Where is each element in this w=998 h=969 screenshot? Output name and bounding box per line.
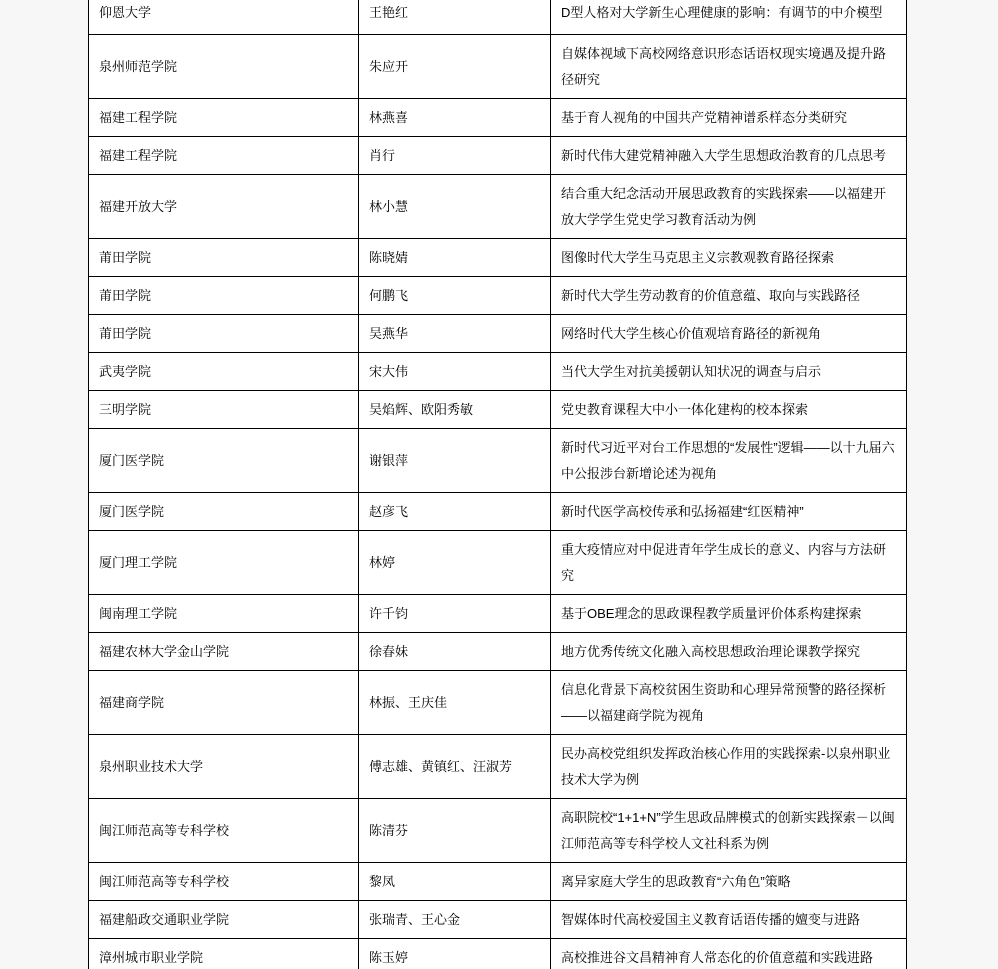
project-title-cell: 基于OBE理念的思政课程教学质量评价体系构建探索 (551, 595, 907, 633)
project-title-cell: 新时代医学高校传承和弘扬福建“红医精神” (551, 493, 907, 531)
authors-cell: 傅志雄、黄镇红、汪淑芳 (359, 735, 551, 799)
project-title-cell: 高职院校“1+1+N”学生思政品牌模式的创新实践探索－以闽江师范高等专科学校人文社科系为例 (551, 799, 907, 863)
table-row (89, 391, 907, 429)
institution-cell: 福建开放大学 (89, 175, 359, 239)
project-title-cell: 新时代伟大建党精神融入大学生思想政治教育的几点思考 (551, 137, 907, 175)
authors-cell: 王艳红 (359, 0, 551, 35)
institution-cell: 闽江师范高等专科学校 (89, 799, 359, 863)
project-title-cell: 信息化背景下高校贫困生资助和心理异常预警的路径探析——以福建商学院为视角 (551, 671, 907, 735)
table-row (89, 315, 907, 353)
project-title-cell: 民办高校党组织发挥政治核心作用的实践探索-以泉州职业技术大学为例 (551, 735, 907, 799)
institution-cell: 三明学院 (89, 391, 359, 429)
table-row (89, 35, 907, 99)
results-table (88, 0, 907, 969)
project-title-cell: 智媒体时代高校爱国主义教育话语传播的嬗变与进路 (551, 901, 907, 939)
institution-cell: 泉州师范学院 (89, 35, 359, 99)
table-row (89, 137, 907, 175)
project-title-cell: 重大疫情应对中促进青年学生成长的意义、内容与方法研究 (551, 531, 907, 595)
table-row (89, 493, 907, 531)
institution-cell: 福建工程学院 (89, 99, 359, 137)
authors-cell: 林婷 (359, 531, 551, 595)
institution-cell: 武夷学院 (89, 353, 359, 391)
table-row (89, 99, 907, 137)
project-title-cell: 结合重大纪念活动开展思政教育的实践探索——以福建开放大学学生党史学习教育活动为例 (551, 175, 907, 239)
authors-cell: 肖行 (359, 137, 551, 175)
institution-cell: 闽江师范高等专科学校 (89, 863, 359, 901)
table-row (89, 939, 907, 969)
authors-cell: 张瑞青、王心金 (359, 901, 551, 939)
institution-cell: 莆田学院 (89, 315, 359, 353)
project-title-cell: 自媒体视域下高校网络意识形态话语权现实境遇及提升路径研究 (551, 35, 907, 99)
institution-cell: 福建船政交通职业学院 (89, 901, 359, 939)
table-row (89, 595, 907, 633)
authors-cell: 宋大伟 (359, 353, 551, 391)
institution-cell: 福建商学院 (89, 671, 359, 735)
table-row (89, 531, 907, 595)
authors-cell: 林燕喜 (359, 99, 551, 137)
institution-cell: 厦门医学院 (89, 429, 359, 493)
table-row (89, 239, 907, 277)
table-row (89, 901, 907, 939)
institution-cell: 厦门医学院 (89, 493, 359, 531)
project-title-cell: 离异家庭大学生的思政教育“六角色”策略 (551, 863, 907, 901)
institution-cell: 闽南理工学院 (89, 595, 359, 633)
authors-cell: 吴焰辉、欧阳秀敏 (359, 391, 551, 429)
institution-cell: 莆田学院 (89, 239, 359, 277)
authors-cell: 陈晓婧 (359, 239, 551, 277)
project-title-cell: 新时代大学生劳动教育的价值意蕴、取向与实践路径 (551, 277, 907, 315)
authors-cell: 林振、王庆佳 (359, 671, 551, 735)
authors-cell: 谢银萍 (359, 429, 551, 493)
institution-cell: 泉州职业技术大学 (89, 735, 359, 799)
results-table-body (89, 0, 907, 969)
table-row (89, 429, 907, 493)
project-title-cell: 地方优秀传统文化融入高校思想政治理论课教学探究 (551, 633, 907, 671)
table-row (89, 735, 907, 799)
authors-cell: 许千钧 (359, 595, 551, 633)
table-row (89, 175, 907, 239)
institution-cell: 福建工程学院 (89, 137, 359, 175)
table-row (89, 799, 907, 863)
institution-cell: 厦门理工学院 (89, 531, 359, 595)
authors-cell: 陈清芬 (359, 799, 551, 863)
table-row (89, 0, 907, 35)
project-title-cell: 图像时代大学生马克思主义宗教观教育路径探索 (551, 239, 907, 277)
institution-cell: 仰恩大学 (89, 0, 359, 35)
authors-cell: 赵彦飞 (359, 493, 551, 531)
authors-cell: 吴燕华 (359, 315, 551, 353)
table-row (89, 353, 907, 391)
table-row (89, 633, 907, 671)
institution-cell: 莆田学院 (89, 277, 359, 315)
project-title-cell: 当代大学生对抗美援朝认知状况的调查与启示 (551, 353, 907, 391)
institution-cell: 福建农林大学金山学院 (89, 633, 359, 671)
table-row (89, 671, 907, 735)
project-title-cell: 高校推进谷文昌精神育人常态化的价值意蕴和实践进路 (551, 939, 907, 969)
project-title-cell: 网络时代大学生核心价值观培育路径的新视角 (551, 315, 907, 353)
authors-cell: 朱应开 (359, 35, 551, 99)
project-title-cell: D型人格对大学新生心理健康的影响：有调节的中介模型 (551, 0, 907, 35)
project-title-cell: 党史教育课程大中小一体化建构的校本探索 (551, 391, 907, 429)
authors-cell: 黎凤 (359, 863, 551, 901)
institution-cell: 漳州城市职业学院 (89, 939, 359, 969)
authors-cell: 徐春妹 (359, 633, 551, 671)
project-title-cell: 基于育人视角的中国共产党精神谱系样态分类研究 (551, 99, 907, 137)
table-row (89, 863, 907, 901)
table-row (89, 277, 907, 315)
project-title-cell: 新时代习近平对台工作思想的“发展性”逻辑——以十九届六中公报涉台新增论述为视角 (551, 429, 907, 493)
authors-cell: 林小慧 (359, 175, 551, 239)
authors-cell: 何鹏飞 (359, 277, 551, 315)
authors-cell: 陈玉婷 (359, 939, 551, 969)
